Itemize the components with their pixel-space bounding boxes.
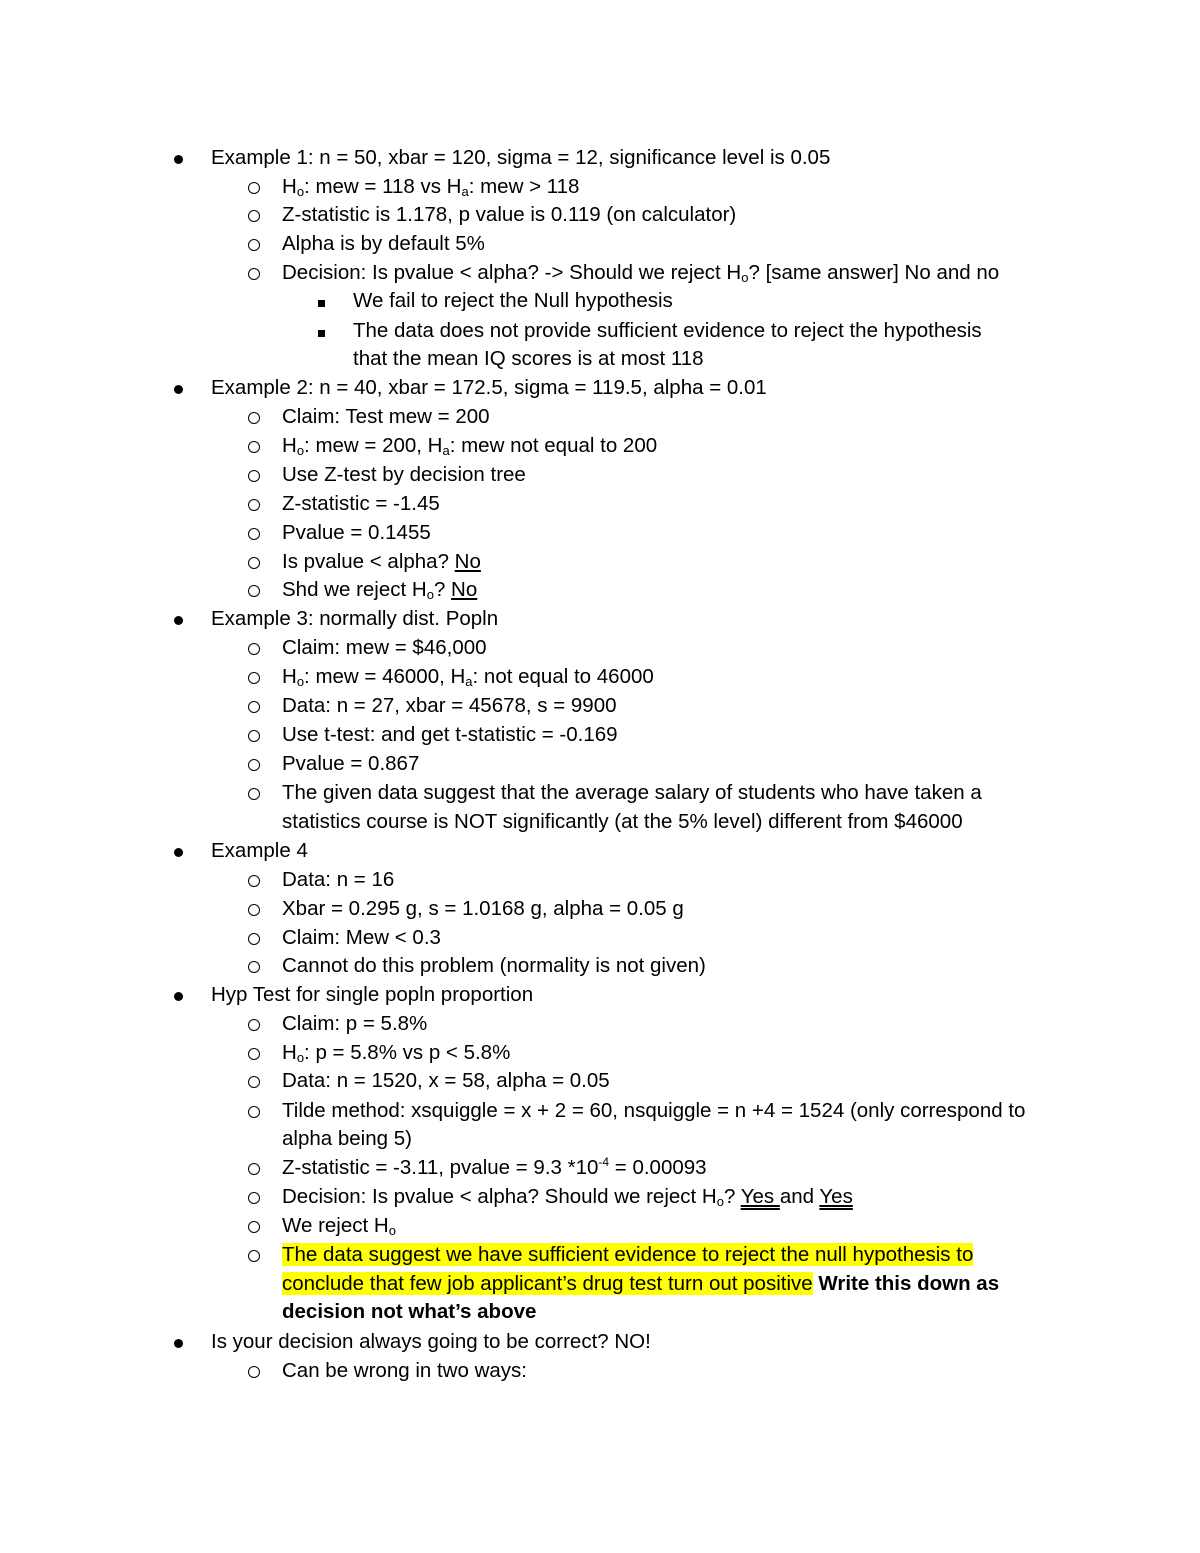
item-text: Pvalue = 0.867: [282, 752, 420, 775]
item-text: $H_o$: mew = 200, $H_a$: mew not equal to 200: [282, 434, 658, 458]
bullet-circle-icon: [248, 923, 260, 953]
item-text: $H_o$: p = 5.8% vs p < 5.8%: [282, 1041, 511, 1065]
bullet-circle-icon: [248, 720, 260, 750]
item-text: Use t-test: and get t-statistic = -0.169: [282, 723, 618, 746]
list-item: [0, 1153, 1200, 1182]
item-text: The data does not provide sufficient evidence to reject the hypothesis: [353, 319, 982, 342]
bullet-circle-icon: [248, 894, 260, 924]
item-text: Data: n = 27, xbar = 45678, s = 9900: [282, 694, 617, 717]
list-item: [0, 1096, 1200, 1125]
item-text: Decision: Is pvalue < alpha? -> Should we reject $H_o$? [same answer] No and no: [282, 261, 1000, 285]
list-item-continuation: [0, 807, 1200, 836]
item-text: Xbar = 0.295 g, s = 1.0168 g, alpha = 0.05 g: [282, 897, 684, 920]
item-text: that the mean IQ scores is at most 118: [353, 347, 704, 370]
list-item-continuation: [0, 1124, 1200, 1153]
item-text: Data: n = 16: [282, 868, 395, 891]
item-text: Claim: Test mew = 200: [282, 405, 490, 428]
item-text: $H_o$: mew = 118 vs $H_a$: mew > 118: [282, 175, 580, 199]
bullet-circle-icon: [248, 1240, 260, 1270]
item-text: Is your decision always going to be correct? NO!: [211, 1330, 651, 1353]
item-text: Decision: Is pvalue < alpha? Should we reject $H_o$? Yes and Yes: [282, 1185, 853, 1209]
item-text: Can be wrong in two ways:: [282, 1359, 527, 1382]
item-text: Cannot do this problem (normality is not given): [282, 954, 706, 977]
bullet-circle-icon: [248, 172, 260, 202]
list-item: [0, 143, 1200, 172]
list-item: [0, 431, 1200, 460]
bullet-circle-icon: [248, 1009, 260, 1039]
list-item: [0, 373, 1200, 402]
bullet-circle-icon: [248, 1356, 260, 1386]
list-item: [0, 865, 1200, 894]
list-item: [0, 200, 1200, 229]
list-item: [0, 749, 1200, 778]
list-item: [0, 1182, 1200, 1211]
item-text: $H_o$: mew = 46000, $H_a$: not equal to 46000: [282, 665, 654, 689]
item-text: conclude that few job applicant’s drug test turn out positive Write this down as: [282, 1272, 1000, 1295]
list-item: [0, 951, 1200, 980]
bullet-circle-icon: [248, 691, 260, 721]
bullet-dot-icon: [174, 980, 183, 1009]
item-text: Data: n = 1520, x = 58, alpha = 0.05: [282, 1069, 610, 1092]
bullet-dot-icon: [174, 604, 183, 633]
list-item: [0, 604, 1200, 633]
bullet-circle-icon: [248, 229, 260, 259]
list-item: [0, 1240, 1200, 1269]
bullet-circle-icon: [248, 489, 260, 519]
bullet-circle-icon: [248, 662, 260, 692]
bullet-circle-icon: [248, 1066, 260, 1096]
bullet-square-icon: [318, 286, 325, 315]
list-item: [0, 286, 1200, 315]
list-item: [0, 1038, 1200, 1067]
bullet-circle-icon: [248, 402, 260, 432]
item-text: Z-statistic = -3.11, pvalue = 9.3 $*10^{-4} = 0.00093$: [282, 1155, 707, 1179]
bullet-circle-icon: [248, 951, 260, 981]
list-item: [0, 489, 1200, 518]
list-item-continuation: [0, 344, 1200, 373]
bullet-circle-icon: [248, 1153, 260, 1183]
highlighted-text: The data suggest we have sufficient evidence to reject the null hypothesis to: [282, 1243, 974, 1266]
highlighted-text: conclude that few job applicant’s drug test turn out positive: [282, 1272, 813, 1295]
item-text: decision not what’s above: [282, 1300, 537, 1323]
item-text: [282, 1240, 973, 1269]
list-item-continuation: [0, 1297, 1200, 1326]
list-item: [0, 172, 1200, 201]
list-item: [0, 575, 1200, 604]
item-text: Example 1: n = 50, xbar = 120, sigma = 12, significance level is 0.05: [211, 146, 831, 169]
bullet-dot-icon: [174, 836, 183, 865]
bullet-dot-icon: [174, 373, 183, 402]
item-text: Hyp Test for single popln proportion: [211, 983, 534, 1006]
bullet-circle-icon: [248, 200, 260, 230]
list-item: [0, 229, 1200, 258]
list-item: [0, 662, 1200, 691]
bullet-circle-icon: [248, 547, 260, 577]
item-text: Claim: mew = $46,000: [282, 636, 487, 659]
item-text: Claim: p = 5.8%: [282, 1012, 428, 1035]
list-item: [0, 316, 1200, 345]
bullet-circle-icon: [248, 575, 260, 605]
item-text: Z-statistic is 1.178, p value is 0.119 (on calculator): [282, 203, 737, 226]
bullet-circle-icon: [248, 1038, 260, 1068]
item-text: The given data suggest that the average salary of students who have taken a: [282, 781, 982, 804]
list-item: [0, 633, 1200, 662]
bullet-circle-icon: [248, 518, 260, 548]
bullet-dot-icon: [174, 143, 183, 172]
list-item: [0, 518, 1200, 547]
list-item: [0, 460, 1200, 489]
item-text: alpha being 5): [282, 1127, 412, 1150]
bullet-circle-icon: [248, 431, 260, 461]
item-text: Z-statistic = -1.45: [282, 492, 440, 515]
list-item: [0, 402, 1200, 431]
bullet-dot-icon: [174, 1327, 183, 1356]
bullet-circle-icon: [248, 258, 260, 288]
list-item: [0, 1066, 1200, 1095]
bullet-circle-icon: [248, 633, 260, 663]
list-item: [0, 1356, 1200, 1385]
list-item: [0, 691, 1200, 720]
list-item: [0, 923, 1200, 952]
bullet-circle-icon: [248, 865, 260, 895]
bullet-circle-icon: [248, 460, 260, 490]
bullet-circle-icon: [248, 749, 260, 779]
bullet-circle-icon: [248, 1182, 260, 1212]
list-item: [0, 1327, 1200, 1356]
item-text: Is pvalue < alpha? No: [282, 550, 481, 573]
bullet-square-icon: [318, 316, 325, 345]
item-text: Alpha is by default 5%: [282, 232, 485, 255]
item-text: Pvalue = 0.1455: [282, 521, 431, 544]
bullet-circle-icon: [248, 778, 260, 808]
item-text: Claim: Mew < 0.3: [282, 926, 441, 949]
item-text: Use Z-test by decision tree: [282, 463, 526, 486]
list-item: [0, 980, 1200, 1009]
item-text: Tilde method: xsquiggle = x + 2 = 60, nsquiggle = n +4 = 1524 (only correspond to: [282, 1099, 1026, 1122]
list-item: [0, 836, 1200, 865]
list-item: [0, 778, 1200, 807]
item-text: Example 3: normally dist. Popln: [211, 607, 499, 630]
list-item: [0, 1211, 1200, 1240]
item-text: Example 4: [211, 839, 308, 862]
list-item: [0, 894, 1200, 923]
bullet-circle-icon: [248, 1211, 260, 1241]
list-item-continuation: [0, 1269, 1200, 1298]
item-text: We reject $H_o$: [282, 1214, 396, 1238]
item-text: Shd we reject $H_o$? No: [282, 578, 478, 602]
list-item: [0, 1009, 1200, 1038]
item-text: statistics course is NOT significantly (at the 5% level) different from $46000: [282, 810, 963, 833]
item-text: Example 2: n = 40, xbar = 172.5, sigma = 119.5, alpha = 0.01: [211, 376, 767, 399]
list-item: [0, 258, 1200, 287]
item-text: We fail to reject the Null hypothesis: [353, 289, 673, 312]
list-item: [0, 547, 1200, 576]
list-item: [0, 720, 1200, 749]
bullet-circle-icon: [248, 1096, 260, 1126]
